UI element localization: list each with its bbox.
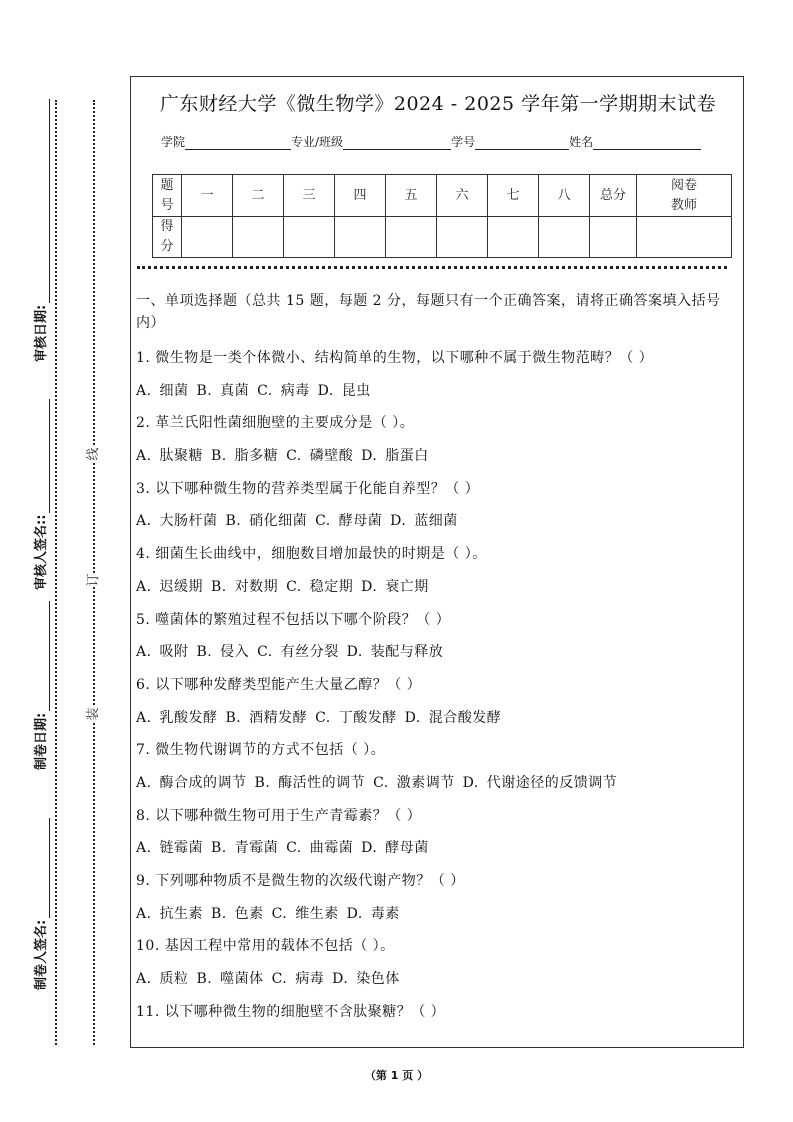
score-cell-4[interactable]	[335, 217, 386, 258]
score-col-7: 七	[488, 175, 539, 217]
question-stem: 2. 革兰氏阳性菌细胞壁的主要成分是（ ）。	[136, 415, 415, 432]
score-col-6: 六	[437, 175, 488, 217]
signature-reviewer-label: 审核人签名::	[34, 514, 49, 590]
question-stem: 10. 基因工程中常用的载体不包括（ ）。	[136, 938, 395, 955]
question-options: A. 乳酸发酵 B. 酒精发酵 C. 丁酸发酵 D. 混合酸发酵	[136, 709, 502, 726]
question-options: A. 细菌 B. 真菌 C. 病毒 D. 昆虫	[136, 382, 371, 399]
score-col-2: 二	[233, 175, 284, 217]
student-id-field[interactable]	[475, 137, 569, 150]
question-options: A. 酶合成的调节 B. 酶活性的调节 C. 激素调节 D. 代谢途径的反馈调节	[136, 774, 618, 791]
page-number: （第 1 页 ）	[364, 1069, 429, 1082]
score-label: 得 分	[153, 217, 182, 258]
question-options: A. 抗生素 B. 色素 C. 维生素 D. 毒素	[136, 905, 400, 922]
question-options: A. 链霉菌 B. 青霉菌 C. 曲霉菌 D. 酵母菌	[136, 840, 429, 857]
question-list	[136, 342, 736, 1028]
score-col-5: 五	[386, 175, 437, 217]
question-options: A. 迟缓期 B. 对数期 C. 稳定期 D. 衰亡期	[136, 578, 429, 595]
score-col-total: 总分	[590, 175, 637, 217]
question-options: A. 吸附 B. 侵入 C. 有丝分裂 D. 装配与释放	[136, 644, 444, 661]
score-col-8: 八	[539, 175, 590, 217]
question-stem: 11. 以下哪种微生物的细胞壁不含肽聚糖？（ ）	[136, 1003, 446, 1020]
signature-exam-date-label: 制卷日期:	[34, 712, 49, 770]
question-stem: 5. 噬菌体的繁殖过程不包括以下哪个阶段？（ ）	[136, 611, 451, 628]
student-id-label: 学号	[451, 135, 476, 149]
question-stem: 1. 微生物是一类个体微小、结构简单的生物，以下哪种不属于微生物范畴？（ ）	[136, 350, 654, 366]
score-col-3: 三	[284, 175, 335, 217]
name-label: 姓名	[569, 135, 594, 149]
score-cell-7[interactable]	[488, 217, 539, 258]
question-options: A. 肽聚糖 B. 脂多糖 C. 磷壁酸 D. 脂蛋白	[136, 448, 429, 465]
score-col-4: 四	[335, 175, 386, 217]
score-table-header-row	[153, 175, 732, 217]
score-cell-5[interactable]	[386, 217, 437, 258]
score-cell-6[interactable]	[437, 217, 488, 258]
signature-review-date-blank[interactable]	[35, 99, 50, 303]
binding-line-outer	[55, 100, 57, 1045]
multiple-choice-section	[136, 290, 736, 1028]
binding-char-zhuang: 装	[86, 707, 101, 721]
signature-exam-date-blank[interactable]	[35, 601, 50, 711]
score-cell-reviewer[interactable]	[637, 217, 732, 258]
section-instructions: 一、单项选择题（总共 15 题，每题 2 分，每题只有一个正确答案，请将正确答案填入括号内）	[136, 293, 721, 331]
college-field[interactable]	[185, 137, 291, 150]
student-info-row	[161, 133, 701, 150]
exam-title: 广东财经大学《微生物学》2024 - 2025 学年第一学期期末试卷	[159, 93, 717, 115]
question-stem: 3. 以下哪种微生物的营养类型属于化能自养型？（ ）	[136, 480, 480, 497]
question-stem: 6. 以下哪种发酵类型能产生大量乙醇？（ ）	[136, 676, 422, 693]
score-cell-2[interactable]	[233, 217, 284, 258]
signature-reviewer-blank[interactable]	[35, 399, 50, 513]
dotted-separator	[137, 266, 727, 269]
question-options: A. 大肠杆菌 B. 硝化细菌 C. 酵母菌 D. 蓝细菌	[136, 513, 458, 530]
signature-review-date-label: 审核日期:	[34, 304, 49, 362]
question-options: A. 质粒 B. 噬菌体 C. 病毒 D. 染色体	[136, 971, 400, 988]
binding-char-xian: 线	[86, 447, 101, 461]
college-label: 学院	[161, 135, 186, 149]
exam-paper	[130, 76, 744, 1048]
question-stem: 9. 下列哪种物质不是微生物的次级代谢产物？（ ）	[136, 873, 465, 889]
score-cell-total[interactable]	[590, 217, 637, 258]
score-table	[152, 174, 732, 258]
score-table-score-row	[153, 217, 732, 258]
signature-exam-maker-label: 制卷人签名:	[34, 919, 49, 990]
name-field[interactable]	[593, 137, 701, 150]
score-col-reviewer: 阅卷 教师	[637, 175, 732, 217]
score-col-1: 一	[182, 175, 233, 217]
score-cell-1[interactable]	[182, 217, 233, 258]
score-cell-8[interactable]	[539, 217, 590, 258]
signature-exam-maker-blank[interactable]	[35, 818, 50, 918]
question-stem: 4. 细菌生长曲线中，细胞数目增加最快的时期是（ ）。	[136, 546, 487, 563]
major-field[interactable]	[343, 137, 451, 150]
score-cell-3[interactable]	[284, 217, 335, 258]
major-label: 专业/班级	[291, 135, 344, 149]
question-number-label: 题 号	[153, 175, 182, 217]
question-stem: 7. 微生物代谢调节的方式不包括（ ）。	[136, 742, 386, 759]
binding-char-ding: 订	[86, 573, 101, 587]
question-stem: 8. 以下哪种微生物可用于生产青霉素？（ ）	[136, 807, 422, 824]
